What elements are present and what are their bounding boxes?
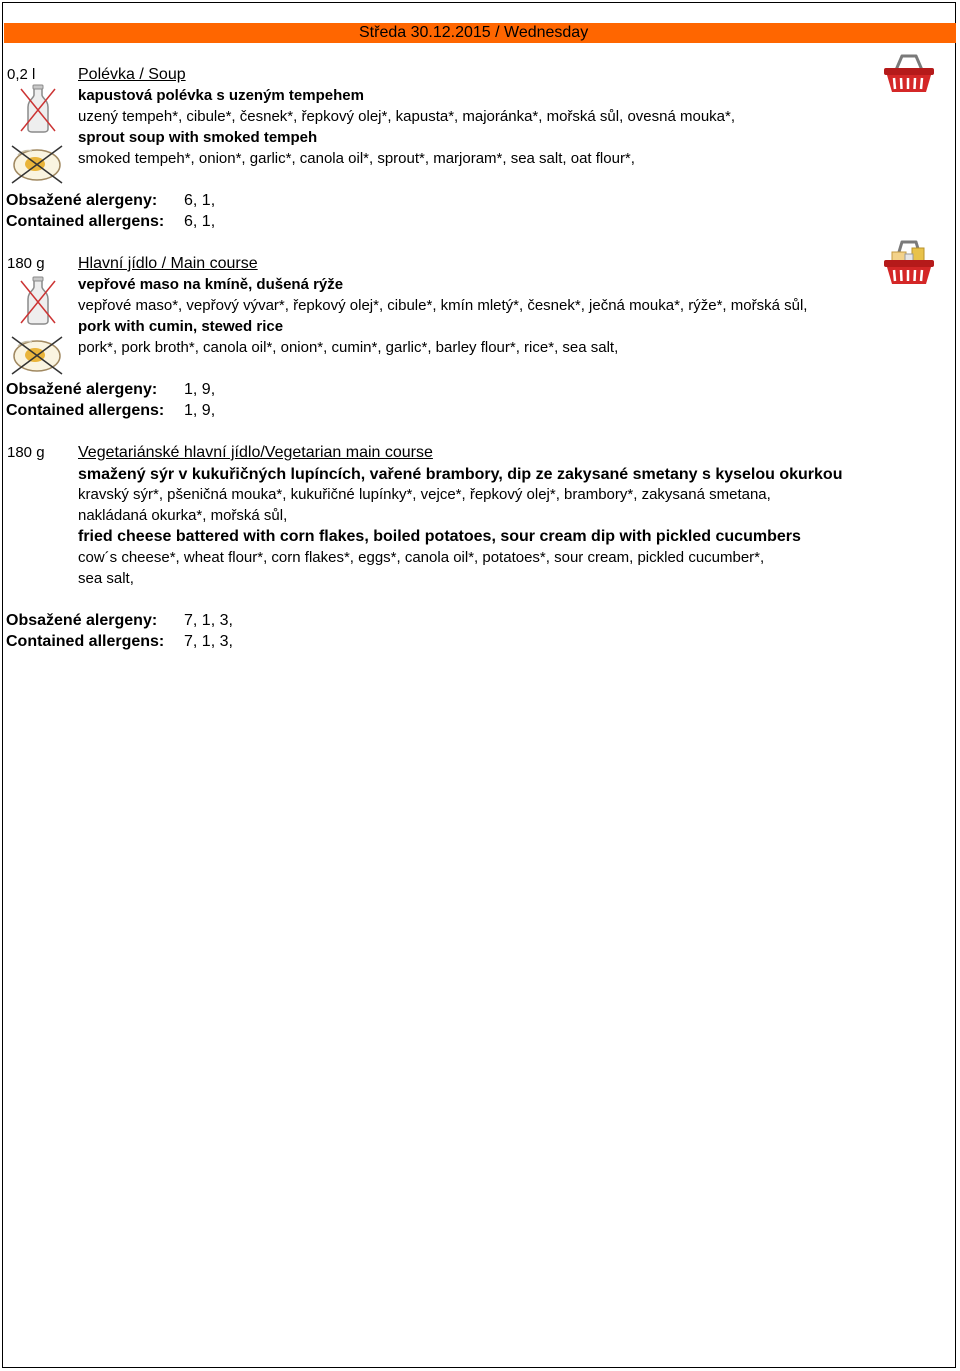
ingredients-cz: uzený tempeh*, cibule*, česnek*, řepkový olej*, kapusta*, majoránka*, mořská sůl, ovesná mouka*, <box>78 108 736 125</box>
dish-name-en: fried cheese battered with corn flakes, boiled potatoes, sour cream dip with pickled cucumbers <box>78 528 801 545</box>
no-milk-icon <box>18 276 58 326</box>
ingredients-en-line-1: cow´s cheese*, wheat flour*, corn flakes*, eggs*, canola oil*, potatoes*, sour cream, pickled cucumber*, <box>78 549 765 566</box>
allergens-value-cz: 1, 9, <box>184 381 216 398</box>
ingredients-cz-line-2: nakládaná okurka*, mořská sůl, <box>78 507 288 524</box>
dish-name-en: sprout soup with smoked tempeh <box>78 129 318 146</box>
allergens-label-en: Contained allergens: <box>6 633 165 650</box>
section-title: Vegetariánské hlavní jídlo/Vegetarian main course <box>78 444 433 461</box>
dish-name-cz: kapustová polévka s uzeným tempehem <box>78 87 364 104</box>
allergens-value-en: 7, 1, 3, <box>184 633 233 650</box>
portion-size: 0,2 l <box>7 66 36 83</box>
allergens-label-cz: Obsažené alergeny: <box>6 381 158 398</box>
allergens-label-cz: Obsažené alergeny: <box>6 192 158 209</box>
dish-name-cz: smažený sýr v kukuřičných lupíncích, vařené brambory, dip ze zakysané smetany s kyselou okurkou <box>78 466 843 483</box>
allergens-value-en: 1, 9, <box>184 402 216 419</box>
section-title: Hlavní jídlo / Main course <box>78 255 258 272</box>
ingredients-en: pork*, pork broth*, canola oil*, onion*, cumin*, garlic*, barley flour*, rice*, sea salt, <box>78 339 619 356</box>
section-title: Polévka / Soup <box>78 66 186 83</box>
no-egg-icon <box>10 143 64 185</box>
portion-size: 180 g <box>7 255 45 272</box>
dish-name-en: pork with cumin, stewed rice <box>78 318 284 335</box>
date-header: Středa 30.12.2015 / Wednesday <box>359 24 589 41</box>
no-egg-icon <box>10 334 64 376</box>
full-basket-icon[interactable] <box>882 238 936 288</box>
ingredients-en: smoked tempeh*, onion*, garlic*, canola oil*, sprout*, marjoram*, sea salt, oat flour*, <box>78 150 635 167</box>
ingredients-cz: vepřové maso*, vepřový vývar*, řepkový olej*, cibule*, kmín mletý*, česnek*, ječná mouka*, rýže*, mořská sůl, <box>78 297 808 314</box>
allergens-label-en: Contained allergens: <box>6 402 165 419</box>
ingredients-en-line-2: sea salt, <box>78 570 134 587</box>
no-milk-icon <box>18 84 58 134</box>
allergens-label-cz: Obsažené alergeny: <box>6 612 158 629</box>
allergens-value-cz: 6, 1, <box>184 192 216 209</box>
allergens-label-en: Contained allergens: <box>6 213 165 230</box>
basket-icon[interactable] <box>882 52 936 96</box>
allergens-value-cz: 7, 1, 3, <box>184 612 233 629</box>
ingredients-cz-line-1: kravský sýr*, pšeničná mouka*, kukuřičné lupínky*, vejce*, řepkový olej*, brambory*, zakysaná smetana, <box>78 486 771 503</box>
portion-size: 180 g <box>7 444 45 461</box>
allergens-value-en: 6, 1, <box>184 213 216 230</box>
dish-name-cz: vepřové maso na kmíně, dušená rýže <box>78 276 344 293</box>
